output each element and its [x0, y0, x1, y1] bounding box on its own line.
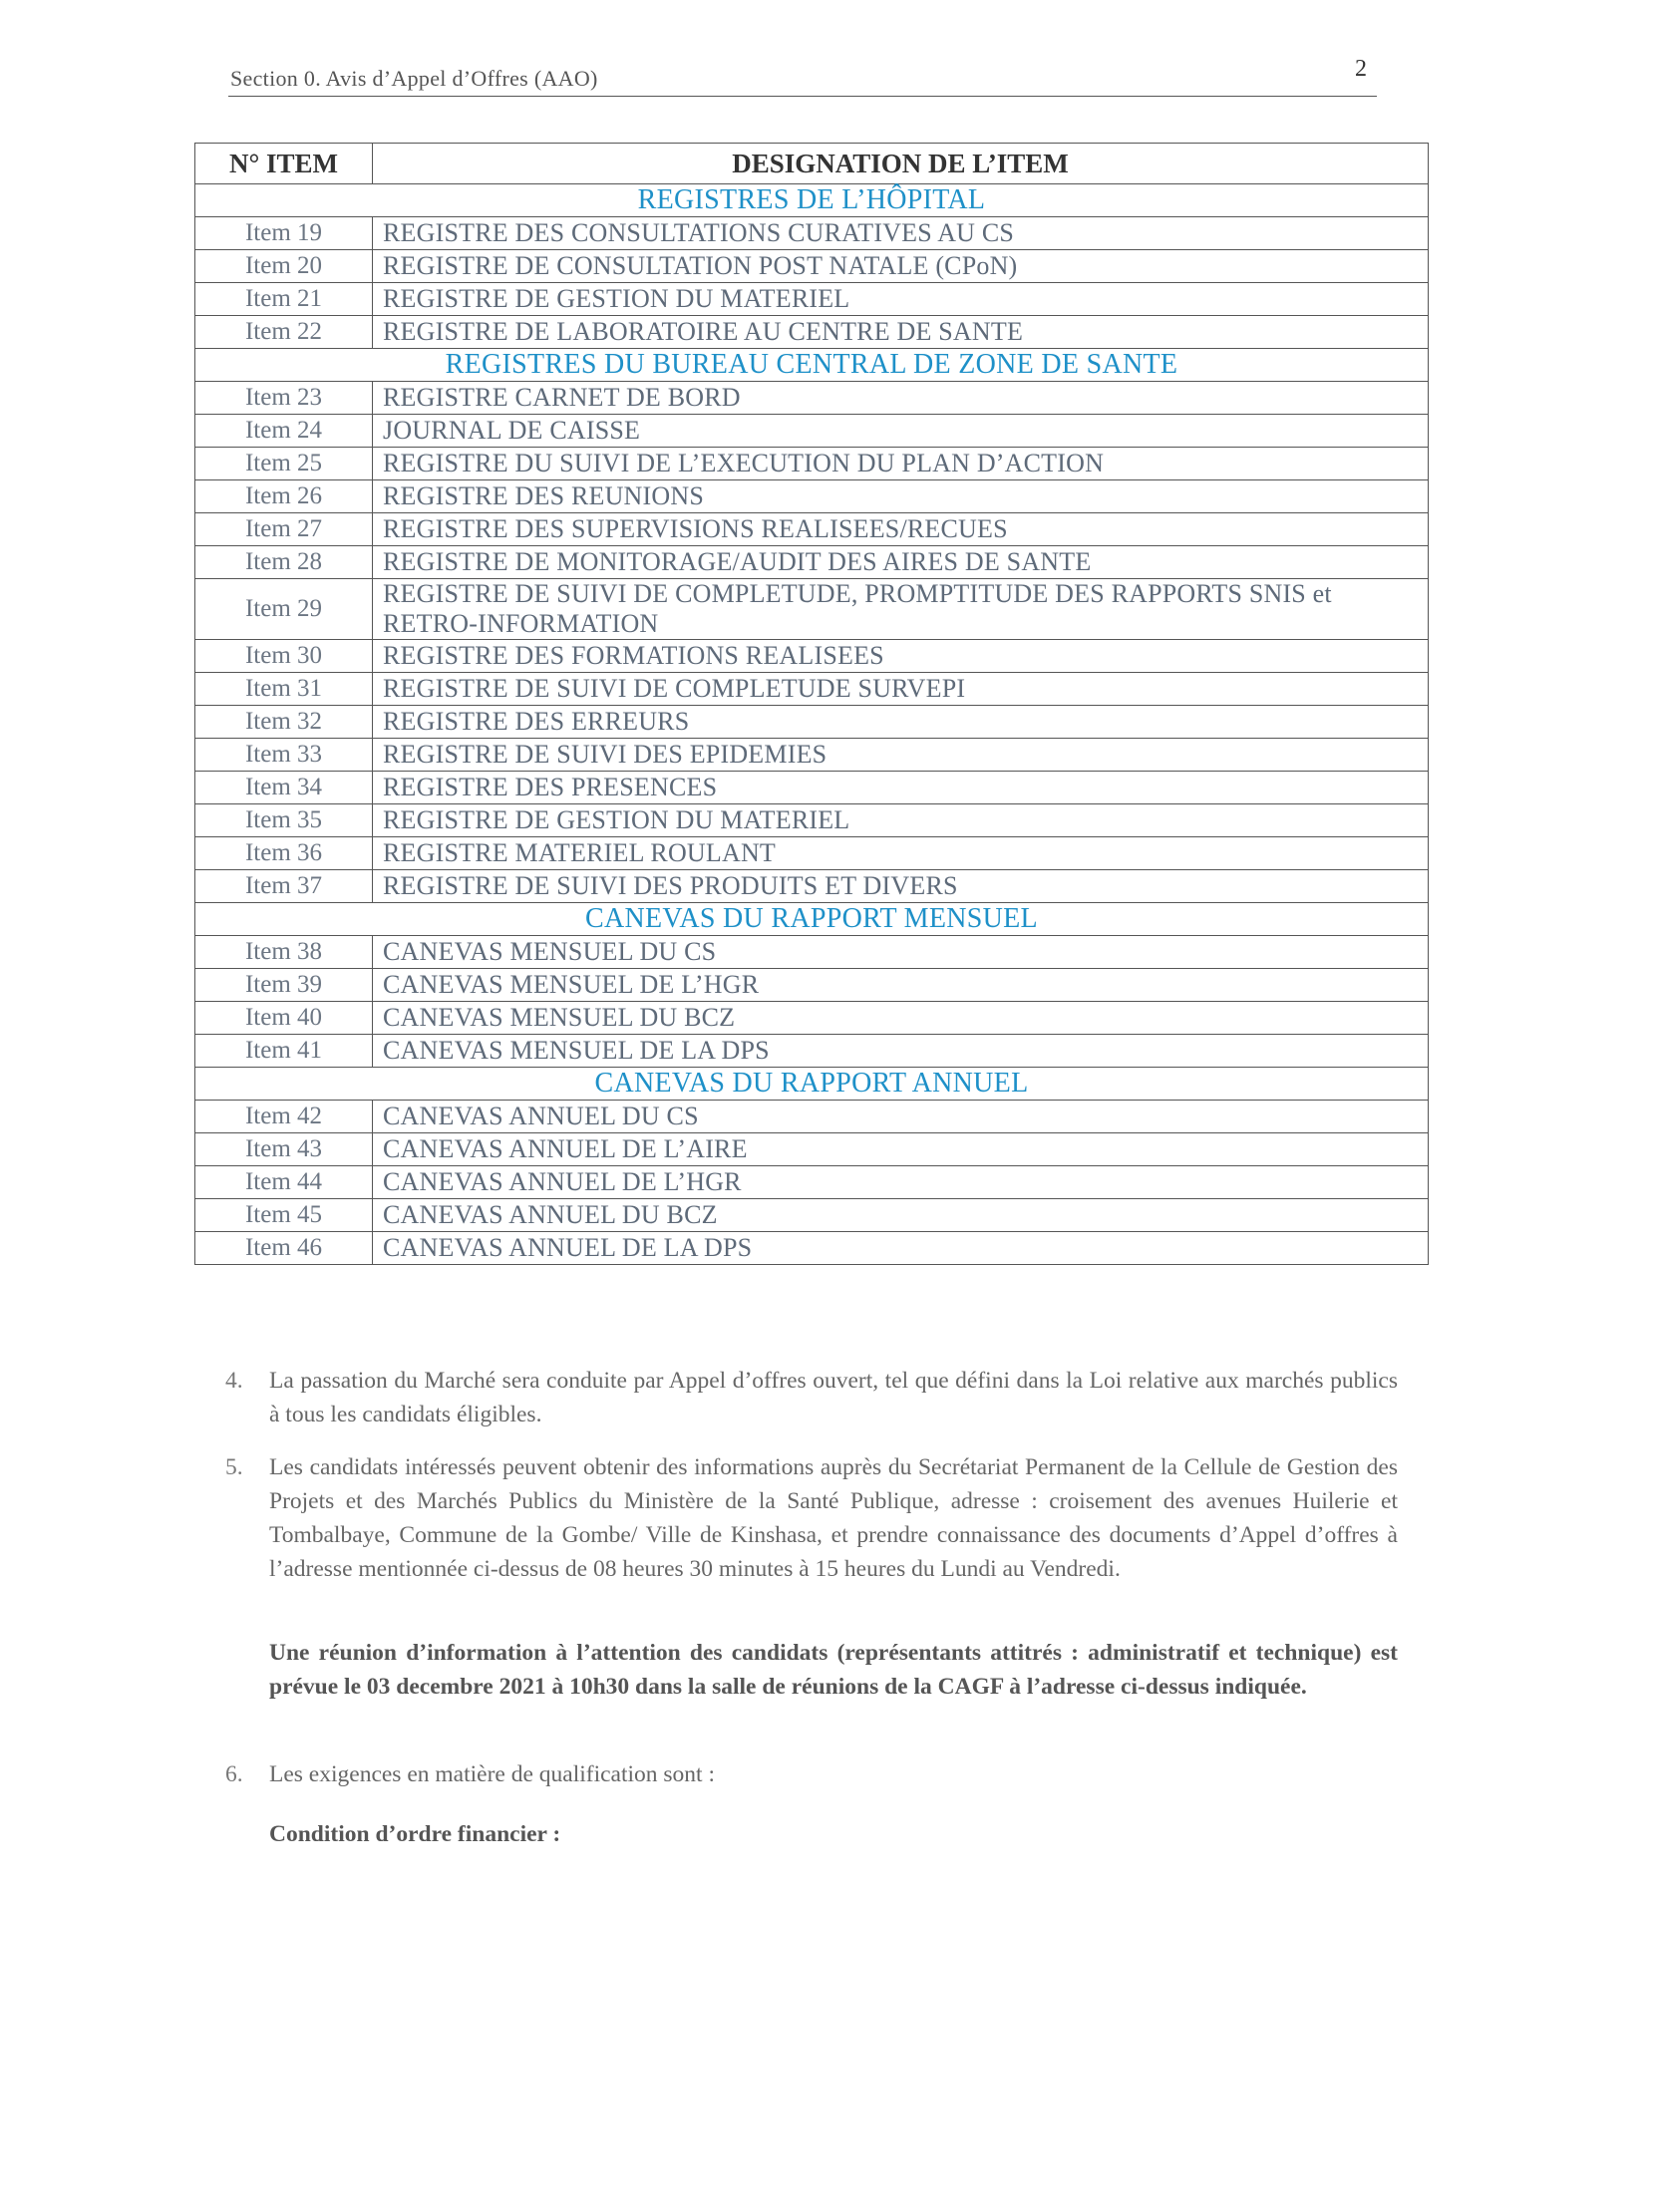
table-row	[195, 480, 1429, 513]
item-number: Item 43	[195, 1133, 373, 1166]
table-row	[195, 382, 1429, 415]
item-number: Item 36	[195, 837, 373, 870]
table-row	[195, 1035, 1429, 1068]
items-body	[195, 184, 1429, 1265]
table-row	[195, 1199, 1429, 1232]
paragraph-text: La passation du Marché sera conduite par Appel d’offres ouvert, tel que défini dans la Loi relative aux marchés publics à tous les candidats éligibles.	[269, 1368, 1398, 1427]
paragraph-text: Les exigences en matière de qualification sont :	[269, 1761, 715, 1787]
table-row	[195, 316, 1429, 349]
item-number: Item 33	[195, 739, 373, 772]
item-designation: CANEVAS ANNUEL DE L’HGR	[373, 1166, 1429, 1199]
item-designation: REGISTRE DE GESTION DU MATERIEL	[373, 283, 1429, 316]
paragraph-5	[225, 1450, 1398, 1586]
table-row	[195, 640, 1429, 673]
item-designation: CANEVAS MENSUEL DE LA DPS	[373, 1035, 1429, 1068]
table-row	[195, 250, 1429, 283]
item-designation: REGISTRE DES REUNIONS	[373, 480, 1429, 513]
table-row	[195, 1166, 1429, 1199]
item-number: Item 34	[195, 772, 373, 804]
table-row	[195, 772, 1429, 804]
table-row	[195, 513, 1429, 546]
paragraph-5-meeting-notice: Une réunion d’information à l’attention des candidats (représentants attitrés : administratif et technique) est prévue le 03 decembre 2021 à 10h30 dans la salle de réunions de la CAGF à l’adresse ci-dessus indiquée.	[269, 1640, 1398, 1700]
section-title: Section 0. Avis d’Appel d’Offres (AAO)	[230, 66, 598, 91]
table-row	[195, 706, 1429, 739]
item-number: Item 19	[195, 217, 373, 250]
page-number: 2	[1355, 56, 1367, 82]
item-designation: REGISTRE DU SUIVI DE L’EXECUTION DU PLAN D’ACTION	[373, 448, 1429, 480]
item-number: Item 26	[195, 480, 373, 513]
items-table	[194, 143, 1429, 1265]
item-designation: REGISTRE DE SUIVI DE COMPLETUDE, PROMPTITUDE DES RAPPORTS SNIS et RETRO-INFORMATION	[373, 579, 1429, 640]
item-designation: CANEVAS MENSUEL DU CS	[373, 936, 1429, 969]
item-number: Item 28	[195, 546, 373, 579]
section-title: CANEVAS DU RAPPORT MENSUEL	[195, 903, 1429, 936]
financial-condition-heading: Condition d’ordre financier :	[269, 1821, 561, 1847]
item-designation: CANEVAS ANNUEL DU BCZ	[373, 1199, 1429, 1232]
item-designation: CANEVAS ANNUEL DE L’AIRE	[373, 1133, 1429, 1166]
item-number: Item 23	[195, 382, 373, 415]
section-row	[195, 903, 1429, 936]
item-designation: REGISTRE DE SUIVI DES PRODUITS ET DIVERS	[373, 870, 1429, 903]
item-number: Item 27	[195, 513, 373, 546]
table-row	[195, 673, 1429, 706]
item-designation: REGISTRE DES ERREURS	[373, 706, 1429, 739]
item-number: Item 40	[195, 1002, 373, 1035]
table-row	[195, 448, 1429, 480]
paragraph-number: 4.	[225, 1368, 243, 1394]
table-row	[195, 739, 1429, 772]
item-designation: REGISTRE DES CONSULTATIONS CURATIVES AU CS	[373, 217, 1429, 250]
item-number: Item 29	[195, 579, 373, 640]
item-designation: REGISTRE DES PRESENCES	[373, 772, 1429, 804]
table-row	[195, 804, 1429, 837]
item-designation: REGISTRE DE GESTION DU MATERIEL	[373, 804, 1429, 837]
column-header-designation: DESIGNATION DE L’ITEM	[373, 144, 1429, 184]
item-number: Item 22	[195, 316, 373, 349]
item-number: Item 38	[195, 936, 373, 969]
paragraph-6	[225, 1757, 1398, 1791]
item-number: Item 21	[195, 283, 373, 316]
table-row	[195, 579, 1429, 640]
paragraph-text: Les candidats intéressés peuvent obtenir des informations auprès du Secrétariat Permanent de la Cellule de Gestion des Projets et des Marchés Publics du Ministère de la Santé Publique, adresse : croisement des avenues Huilerie et Tombalbaye, Commune de la Gombe/ Ville de Kinshasa, et prendre connaissance des documents d’Appel d’offres à l’adresse mentionnée ci-dessus de 08 heures 30 minutes à 15 heures du Lundi au Vendredi.	[269, 1454, 1398, 1582]
table-row	[195, 936, 1429, 969]
item-number: Item 39	[195, 969, 373, 1002]
item-number: Item 30	[195, 640, 373, 673]
item-designation: REGISTRE DE SUIVI DE COMPLETUDE SURVEPI	[373, 673, 1429, 706]
item-designation: REGISTRE DES FORMATIONS REALISEES	[373, 640, 1429, 673]
item-designation: CANEVAS ANNUEL DU CS	[373, 1101, 1429, 1133]
item-number: Item 25	[195, 448, 373, 480]
section-row	[195, 1068, 1429, 1101]
item-number: Item 35	[195, 804, 373, 837]
item-number: Item 24	[195, 415, 373, 448]
item-designation: CANEVAS MENSUEL DU BCZ	[373, 1002, 1429, 1035]
item-designation: JOURNAL DE CAISSE	[373, 415, 1429, 448]
table-row	[195, 283, 1429, 316]
paragraph-number: 5.	[225, 1454, 243, 1480]
paragraph-4	[225, 1364, 1398, 1431]
item-designation: REGISTRE DE LABORATOIRE AU CENTRE DE SANTE	[373, 316, 1429, 349]
paragraph-number: 6.	[225, 1761, 243, 1787]
item-number: Item 41	[195, 1035, 373, 1068]
item-designation: REGISTRE DE SUIVI DES EPIDEMIES	[373, 739, 1429, 772]
item-designation: REGISTRE DE CONSULTATION POST NATALE (CPoN)	[373, 250, 1429, 283]
table-row	[195, 217, 1429, 250]
section-title: REGISTRES DE L’HÔPITAL	[195, 184, 1429, 217]
item-designation: CANEVAS ANNUEL DE LA DPS	[373, 1232, 1429, 1265]
item-number: Item 44	[195, 1166, 373, 1199]
table-row	[195, 415, 1429, 448]
item-number: Item 42	[195, 1101, 373, 1133]
table-row	[195, 1002, 1429, 1035]
page-header	[228, 56, 1377, 97]
item-number: Item 32	[195, 706, 373, 739]
item-number: Item 45	[195, 1199, 373, 1232]
table-row	[195, 969, 1429, 1002]
table-row	[195, 1101, 1429, 1133]
table-row	[195, 1133, 1429, 1166]
table-header-row	[195, 144, 1429, 184]
section-row	[195, 184, 1429, 217]
item-number: Item 31	[195, 673, 373, 706]
item-number: Item 37	[195, 870, 373, 903]
table-row	[195, 546, 1429, 579]
item-number: Item 46	[195, 1232, 373, 1265]
item-designation: CANEVAS MENSUEL DE L’HGR	[373, 969, 1429, 1002]
item-designation: REGISTRE MATERIEL ROULANT	[373, 837, 1429, 870]
item-designation: REGISTRE DE MONITORAGE/AUDIT DES AIRES DE SANTE	[373, 546, 1429, 579]
table-row	[195, 870, 1429, 903]
table-row	[195, 837, 1429, 870]
item-designation: REGISTRE CARNET DE BORD	[373, 382, 1429, 415]
section-title: CANEVAS DU RAPPORT ANNUEL	[195, 1068, 1429, 1101]
section-row	[195, 349, 1429, 382]
section-title: REGISTRES DU BUREAU CENTRAL DE ZONE DE SANTE	[195, 349, 1429, 382]
column-header-item: N° ITEM	[195, 144, 373, 184]
table-row	[195, 1232, 1429, 1265]
item-designation: REGISTRE DES SUPERVISIONS REALISEES/RECUES	[373, 513, 1429, 546]
item-number: Item 20	[195, 250, 373, 283]
